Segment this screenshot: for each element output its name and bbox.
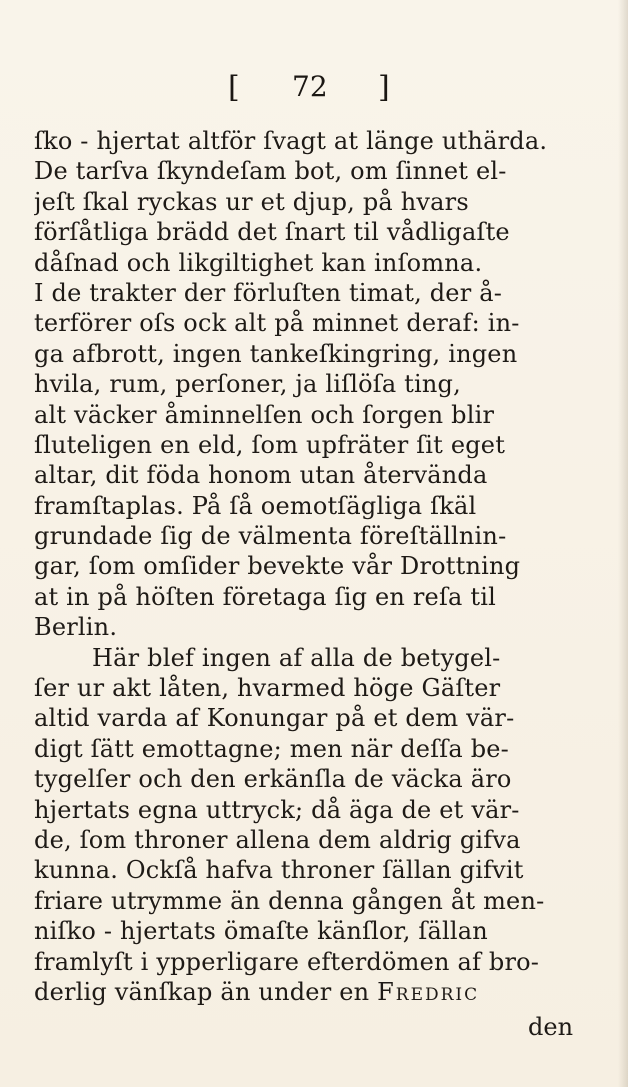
text-line: De tarſva ſkyndeſam bot, om ſinnet el- (34, 157, 507, 186)
text-line: de, ſom throner allena dem aldrig gifva (34, 825, 521, 854)
text-line: kunna. Ockſå hafva throner ſällan gifvit (34, 856, 524, 885)
text-line: förſåtliga brädd det ſnart til vådligaſte (34, 218, 510, 247)
catchword: den (528, 1013, 574, 1041)
text-line: altar, dit föda honom utan återvända (34, 461, 488, 490)
last-line-prefix: derlig vänſkap än under en (34, 977, 370, 1006)
body-text (34, 126, 584, 1007)
paragraph-first-line: Här blef ingen af alla de betygel- (92, 643, 501, 672)
text-line: tygelſer och den erkänſla de väcka äro (34, 765, 512, 794)
text-line: hvila, rum, perſoner, ja liſlöſa ting, (34, 370, 461, 399)
name-fredric: Fredric (377, 977, 480, 1006)
header-bracket-left: [ (228, 70, 240, 105)
text-line-last (34, 977, 584, 1007)
text-line: friare utrymme än denna gången åt men- (34, 886, 545, 915)
text-line: at in på höſten företaga ſig en reſa til (34, 582, 496, 611)
text-line: digt ſätt emottagne; men när deſſa be- (34, 734, 509, 763)
text-line: ga afbrott, ingen tankeſkingring, ingen (34, 339, 518, 368)
text-line: ſluteligen en eld, ſom upfräter ſit eget (34, 430, 506, 459)
text-line: framſtaplas. På ſå oemotſägliga ſkäl (34, 491, 477, 520)
text-line: I de trakter der förluſten timat, der å- (34, 278, 503, 307)
text-line: gar, ſom omſider bevekte vår Drottning (34, 552, 521, 581)
text-line: ſer ur akt låten, hvarmed höge Gäſter (34, 674, 501, 703)
header-bracket-right: ] (378, 70, 390, 105)
text-line: framlyſt i ypperligare efterdömen af bro- (34, 947, 540, 976)
text-line: ſko - hjertat altför ſvagt at länge uthärda. (34, 127, 548, 155)
text-line: Berlin. (34, 613, 118, 642)
text-line: dåſnad och likgiltighet kan inſomna. (34, 248, 483, 277)
page-edge-shadow (618, 0, 628, 1087)
text-line: jeſt ſkal ryckas ur et djup, på hvars (34, 187, 469, 216)
text-line: alt väcker åminnelſen och ſorgen blir (34, 400, 495, 429)
page-number: 72 (292, 70, 328, 103)
text-line: grundade ſig de välmenta föreſtällnin- (34, 522, 507, 551)
text-line: hjertats egna uttryck; då äga de et vär- (34, 795, 520, 824)
page-header (0, 70, 628, 110)
text-line: altid varda af Konungar på et dem vär- (34, 704, 515, 733)
text-line: terförer oſs ock alt på minnet deraf: in- (34, 309, 520, 338)
text-line: niſko - hjertats ömaſte känſlor, ſällan (34, 917, 488, 946)
